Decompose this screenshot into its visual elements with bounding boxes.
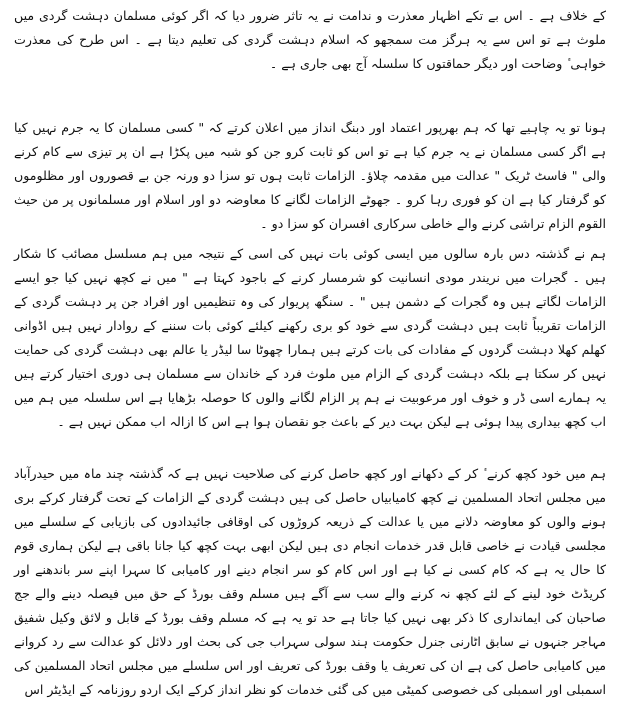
- paragraph-4: ہم میں خود کچھ کرنے ٔ کر کے دکھانے اور کچھ حاصل کرنے کی صلاحیت نہیں ہے کہ گذشتہ چند ماہ میں حیدرآباد میں مجلس اتحاد المسلمین نے کچھ کامیابیاں حاصل کی ہیں دہشت گردی کے الزامات کے تحت گرفتار کرکے بری ہونے والوں کو معاوضہ دلانے میں یا عدالت کے ذریعہ کروڑوں کی اوقافی جائیدادوں کی بازیابی کے سلسلے میں مجلسی قیادت نے خاصی قابل قدر خدمات انجام دی ہیں لیکن ابھی بہت کچھ کیا جانا باقی ہے لیکن ہماری قوم کا حال یہ ہے کہ کام کسی نے کیا ہے اور اس کام کو سر انجام دینے اور کامیابی کا سہرا اپنے سر باندھنے اور کریڈٹ خود لینے کے لئے کچھ نہ کرنے والے سب سے آگے ہیں مسلم وقف بورڈ کے حق میں فیصلہ دینے والے جج صاحبان کی ایمانداری کا ذکر بھی نہیں کیا جاتا ہے حد تو یہ ہے کہ مسلم وقف بورڈ کے قابل و لائق وکیل شفیق مہاجر جنہوں نے سابق اٹارنی جنرل حکومت ہند سولی سہراب جی کی بحث اور دلائل کو عدالت سے رد کروانے میں کامیابی حاصل کی ہے ان کی تعریف یا وقف بورڈ کی تعریف اور اس سلسلے میں مجلس اتحاد المسلمین کی اسمبلی اور اسمبلی کی خصوصی کمیٹی میں کی گئی خدمات کو نظر انداز کرکے ایک اردو روزنامہ کے ایڈیٹر اس: [14, 466, 606, 697]
- paragraph-3: ہم نے گذشتہ دس بارہ سالوں میں ایسی کوئی بات نہیں کی اسی کے نتیجہ میں ہم مسلسل مصائب کا شکار ہیں ۔ گجرات میں نریندر مودی انسانیت کو شرمسار کرنے کے باجود کہتا ہے " میں نے کچھ نہیں کیا جو ایسے الزامات لگاتے ہیں وہ گجرات کے دشمن ہیں " ۔ سنگھ پریوار کی وہ تنظیمیں اور افراد جن پر دہشت گردی کے الزامات تقریباً ثابت ہیں دہشت گردی سے خود کو بری رکھنے کیلئے کوئی بات سننے کے روادار نہیں ہیں اڈوانی کھلم کھلا دہشت گردوں کے مفادات کی بات کرتے ہیں ہمارا چھوٹا سا لیڈر یا عالم بھی دہشت گردی کی حمایت نہیں کر سکتا ہے بلکہ دہشت گردی کے الزام میں ملوث فرد کے خاندان سے مسلمان ہی دوری اختیار کرتے ہیں یہ ہمارے اسی ڈر و خوف اور مرعوبیت نے ہم پر الزام لگانے والوں کا حوصلہ بڑھایا ہے اس سلسلہ میں ہم میں اب کچھ بیداری پیدا ہوئی ہے لیکن بہت دیر کے باعث جو نقصان ہوا ہے اس کا ازالہ اب ممکن نہیں ہے ۔: [14, 246, 606, 429]
- paragraph-1: کے خلاف ہے ۔ اس بے تکے اظہار معذرت و ندامت نے یہ تاثر ضرور دیا کہ اگر کوئی مسلمان دہشت گردی میں ملوث ہے تو اس سے یہ ہرگز مت سمجھو کہ اسلام دہشت گردی کی تعلیم دیتا ہے ۔ اس طرح کی معذرت خواہی ٔ وضاحت اور دیگر حماقتوں کا سلسلہ آج بھی جاری ہے ۔: [14, 8, 606, 71]
- paragraph-2: ہونا تو یہ چاہیے تھا کہ ہم بھرپور اعتماد اور دبنگ انداز میں اعلان کرتے کہ " کسی مسلمان کا یہ جرم نہیں کیا ہے اگر کسی مسلمان نے یہ جرم کیا ہے تو اس کو ثابت کرو جن کو شبہ میں پکڑا ہے ان پر تیزی سے کام کرنے والی " فاسٹ ٹریک " عدالت میں مقدمہ چلاؤ۔ الزامات ثابت ہوں تو سزا دو ورنہ جن بے قصوروں اور مظلوموں کو گرفتار کیا ہے ان کو فوری رہا کرو ۔ جھوٹے الزامات لگانے کا معاوضہ دو اور اسلام اور مسلمانوں پر من حیث القوم الزام تراشی کرنے والے خاطی سرکاری افسران کو سزا دو ۔: [14, 120, 606, 231]
